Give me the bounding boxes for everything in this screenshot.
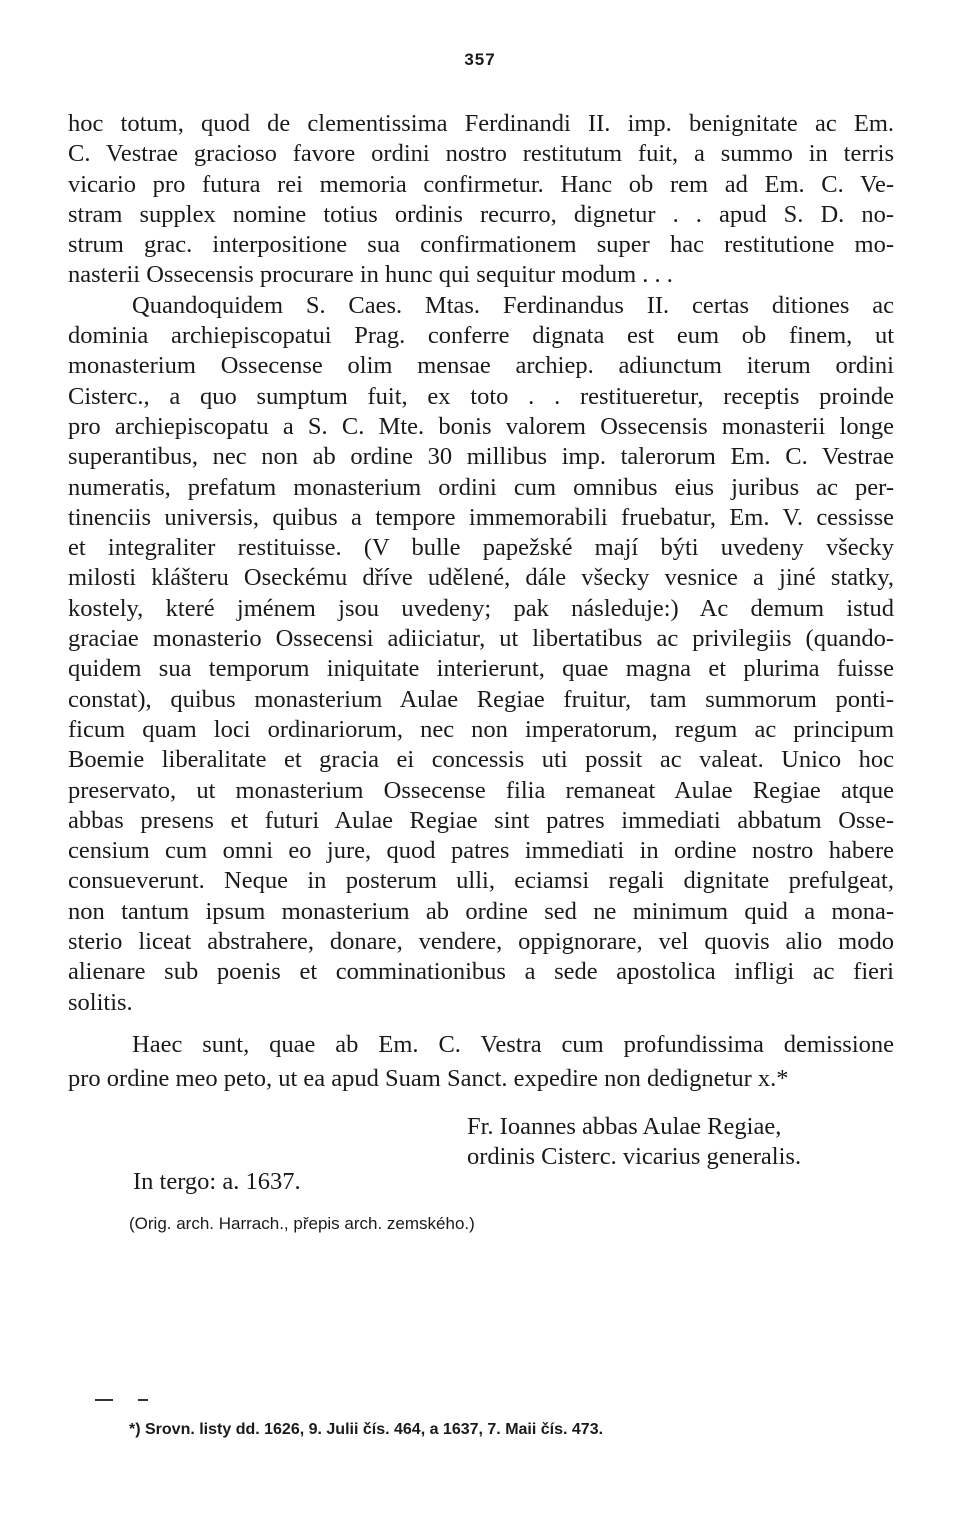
body-line: monasterium Ossecense olim mensae archiep. adiunctum iterum ordini bbox=[68, 352, 894, 380]
body-line: ficum quam loci ordinariorum, nec non imperatorum, regum ac principum bbox=[68, 715, 894, 743]
signature-line: Fr. Ioannes abbas Aulae Regiae, bbox=[467, 1113, 782, 1140]
body-line: pro archiepiscopatu a S. C. Mte. bonis valorem Ossecensis monasterii longe bbox=[68, 412, 894, 440]
body-line: nasterii Ossecensis procurare in hunc qui sequitur modum . . . bbox=[68, 261, 673, 289]
body-line: quidem sua temporum iniquitate interierunt, quae magna et plurima fuisse bbox=[68, 655, 894, 683]
body-line: alienare sub poenis et comminationibus a sede apostolica infligi ac fieri bbox=[68, 958, 894, 986]
signature-block bbox=[467, 1112, 907, 1172]
closing-line: Haec sunt, quae ab Em. C. Vestra cum profundissima demissione bbox=[132, 1031, 894, 1058]
body-line: superantibus, nec non ab ordine 30 millibus imp. talerorum Em. C. Vestrae bbox=[68, 443, 894, 471]
body-line: sterio liceat abstrahere, donare, vendere, oppignorare, vel quovis alio modo bbox=[68, 928, 894, 956]
body-line: kostely, které jménem jsou uvedeny; pak následuje:) Ac demum istud bbox=[68, 594, 894, 622]
body-line: numeratis, prefatum monasterium ordini cum omnibus eius juribus ac per- bbox=[68, 473, 894, 501]
body-line: censium cum omni eo jure, quod patres immediati in ordine nostro habere bbox=[68, 837, 894, 865]
body-line: constat), quibus monasterium Aulae Regiae fruitur, tam summorum ponti- bbox=[68, 685, 894, 713]
body-line: strum grac. interpositione sua confirmationem super hac restitutione mo- bbox=[68, 231, 894, 259]
body-line: non tantum ipsum monasterium ab ordine sed ne minimum quid a mona- bbox=[68, 897, 894, 925]
body-line: Cisterc., a quo sumptum fuit, ex toto . . restitueretur, receptis proinde bbox=[68, 382, 894, 410]
closing-line: pro ordine meo peto, ut ea apud Suam Sanct. expedire non dedignetur x.* bbox=[68, 1065, 789, 1092]
body-line: graciae monasterio Ossecensi adiiciatur, ut libertatibus ac privilegiis (quando- bbox=[68, 625, 894, 653]
body-line: C. Vestrae gracioso favore ordini nostro restitutum fuit, a summo in terris bbox=[68, 140, 894, 168]
footnote: *) Srovn. listy dd. 1626, 9. Julii čís. 464, a 1637, 7. Maii čís. 473. bbox=[129, 1421, 604, 1438]
body-text bbox=[68, 109, 894, 1018]
source-note: (Orig. arch. Harrach., přepis arch. zemského.) bbox=[129, 1214, 475, 1233]
body-line: preservato, ut monasterium Ossecense filia remaneat Aulae Regiae atque bbox=[68, 776, 894, 804]
body-line: abbas presens et futuri Aulae Regiae sint patres immediati abbatum Osse- bbox=[68, 806, 894, 834]
footnote-separator bbox=[95, 1396, 147, 1404]
body-line: Quandoquidem S. Caes. Mtas. Ferdinandus II. certas ditiones ac bbox=[132, 291, 894, 319]
closing-paragraph bbox=[68, 1028, 894, 1096]
tergo-note: In tergo: a. 1637. bbox=[133, 1168, 301, 1195]
body-line: dominia archiepiscopatui Prag. conferre dignata est eum ob finem, ut bbox=[68, 322, 894, 350]
body-line: et integraliter restituisse. (V bulle papežské mají býti uvedeny všecky bbox=[68, 534, 894, 562]
signature-line: ordinis Cisterc. vicarius generalis. bbox=[467, 1143, 802, 1170]
body-line: Boemie liberalitate et gracia ei concessis uti possit ac valeat. Unico hoc bbox=[68, 746, 894, 774]
body-line: milosti klášteru Oseckému dříve udělené, dále všecky vesnice a jiné statky, bbox=[68, 564, 894, 592]
body-line: hoc totum, quod de clementissima Ferdinandi II. imp. benignitate ac Em. bbox=[68, 110, 894, 137]
body-line: vicario pro futura rei memoria confirmetur. Hanc ob rem ad Em. C. Ve- bbox=[68, 170, 894, 198]
body-line: tinenciis universis, quibus a tempore immemorabili fruebatur, Em. V. cessisse bbox=[68, 503, 894, 531]
body-line: consueverunt. Neque in posterum ulli, eciamsi regali dignitate prefulgeat, bbox=[68, 867, 894, 895]
body-line: solitis. bbox=[68, 988, 133, 1016]
page-number: 357 bbox=[464, 50, 496, 69]
body-line: stram supplex nomine totius ordinis recurro, dignetur . . apud S. D. no- bbox=[68, 200, 894, 228]
